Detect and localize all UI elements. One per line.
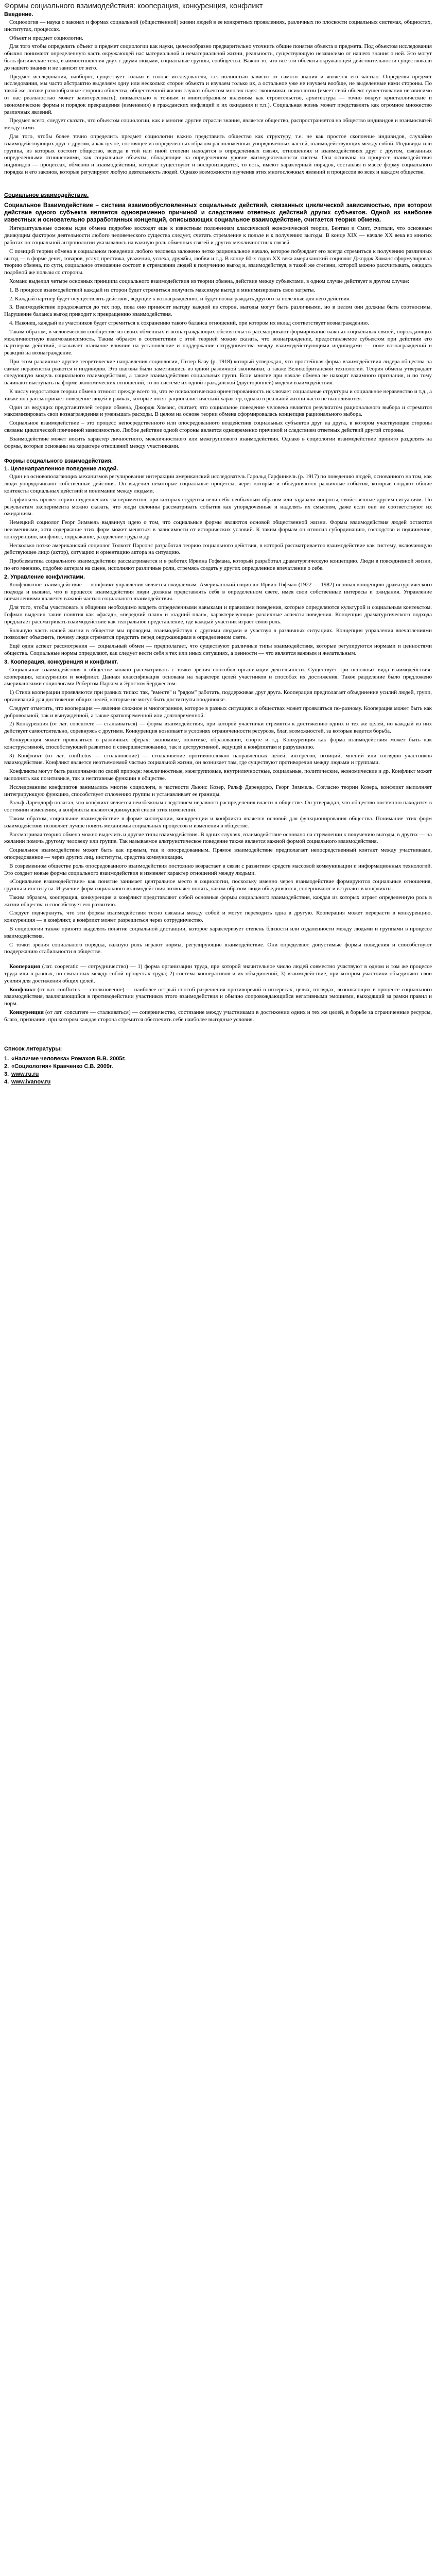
paragraph: С позиций теории обмена в социальном поведении любого человека заложено четко рациональное начало, которое побуждает его всегда стремиться к получению различных выгод — в форме денег, товаров, услуг, престижа, уважения, успеха, дружбы, любви и т.д. В конце 60-х годов ХХ века американский социолог Джордж Хоманс сформулировал теорию обмена, по сути, социальное отношение состоит в стремлении людей к получению выгод и, взаимодействуя, в такой же степени, которой можно рассчитывать, ожидать подобной же пользы со стороны. [4, 248, 432, 276]
body-section [4, 225, 432, 450]
block-heading: Социальное взаимодействие. [4, 192, 89, 198]
paragraph: Рассматривая теорию обмена можно выделить и другие типы взаимодействия. В одних случаях, взаимодействие основано на стремлении к получению выгоды, в других — на желании помочь другому человеку или группе. Так называемое альтруистическое поведение также является важной формой социального взаимодействия. [4, 831, 432, 845]
paragraph: Для того чтобы определить объект и предмет социологии как науки, целесообразно предварительно уточнить общие понятия объекта и предмета. Под объектом исследования обычно понимают определенную часть окружающей нас материальной и нематериальной жизни, реальность, существующую независимо от нашего знания о ней. Это могут быть физические тела, взаимоотношения двух с двумя людьми, социальные группы, сообщества. Важно то, что все эти объекты окружающей действительности существовали до нашего знания и не зависят от него. [4, 43, 432, 71]
definition-term: Кооперация [9, 963, 40, 970]
definition-text: (от лат. conflictus — столкновение) — наиболее острый способ разрешения противоречий в интересах, целях, взглядах, возникающих в процессе социального взаимодействия, заключающийся в противодействии участников этого взаимодействия и обычно сопровождающийся негативными эмоциями, выходящий за рамки правил и норм. [4, 986, 432, 1007]
closing-section [4, 878, 432, 956]
literature-item [4, 1071, 432, 1078]
paragraph: В социологии также принято выделять понятие социальной дистанции, которое характеризует степень близости или отдаленности между людьми и группами в процессе взаимодействия. [4, 926, 432, 939]
literature-list [4, 1056, 432, 1086]
paragraph: 3) Конфликт (от лат. conflictus — столкновение) — столкновение противоположно направленных целей, интересов, позиций, мнений или взглядов участников взаимодействия. Конфликт является неотъемлемой частью социальной жизни, он возникает там, где существуют противоречия между людьми и группами. [4, 752, 432, 766]
forms-section-1 [4, 473, 432, 572]
literature-number: 2. [4, 1063, 9, 1070]
paragraph: Таким образом, в человеческом сообществе из своих обменных и вознаграждающих обстоятельств рассматривают формирование важных социальных связей, порождающих межличностную взаимозависимость. Таким образом в соответствии с этой теорией можно сказать, что вознаграждение, предоставляемое субъектом при действии его партнером действий, оказывает взаимное влияние на установление и поддержание сотрудничества между взаимодействующими индивидами — поле вознаграждений и реакций на вознаграждение. [4, 328, 432, 357]
paragraph: Объект и предмет социологии. [9, 35, 83, 41]
paragraph: Следует подчеркнуть, что эти формы взаимодействия тесно связаны между собой и могут переходить одна в другую. Кооперация может перерасти в конкуренцию, конкуренция — в конфликт, а конфликт может разрешиться через сотрудничество. [4, 910, 432, 924]
paragraph: Один из ведущих представителей теории обмена, Джордж Хоманс, считает, что социальное поведение человека является результатом рационального выбора и стремится максимизировать свои вознаграждения и уменьшать расходы. В целом на основе теории обмена сформировалась концепция рационального выбора. [4, 404, 432, 418]
intro-heading: Введение. [4, 11, 33, 18]
forms-section-2 [4, 582, 432, 657]
paragraph: Конфликтное взаимодействие — конфликт управления является ожидаемым. Американский социолог Ирвин Гофман (1922 — 1982) основал концепцию драматургического подхода и выявил, что в процессе взаимодействия люди должны представлять себя в определенном свете, имея свои собственные интересы и ожидания. Управление впечатлениями является важной частью социального взаимодействия. [4, 581, 432, 602]
paragraph: 2) Конкуренция (от лат. concurrere — сталкиваться) — форма взаимодействия, при которой участники стремятся к достижению одних и тех же целей, но каждый из них действует самостоятельно, соревнуясь с другими. Конкуренция возникает в условиях ограниченности ресурсов, благ, возможностей, за которые ведется борьба. [4, 721, 432, 735]
paragraph: Интерактуальные основы идеи обмена подробно восходят еще к известным положениям классической экономической теории, Бентам и Смит, считали, что основным движущим фактором деятельности любого человеческого существа следует, считать стремление к пользе и к получению выгоды. В конце XIX — начале XX века во многих работах по социальной антропологии указывалось на важную роль обменных связей и других межличностных связей. [4, 225, 432, 246]
literature-link[interactable]: www.ru.ru [11, 1071, 39, 1077]
definition-item [4, 1009, 432, 1024]
paragraph: Социология — наука о законах и формах социальной (общественной) жизни людей в ее конкретных проявлениях, различных по плоскости социальных системах, общностях, институтах, процессах. [4, 19, 432, 32]
definition-term: Конфликт [9, 986, 36, 993]
definition-item [4, 987, 432, 1008]
paragraph: Большую часть нашей жизни в обществе мы проводим, взаимодействуя с другими людьми и участвуя в различных ситуациях. Концепция управления впечатлениями позволяет объяснить, почему люди стремятся предстать перед окружающими в определенном свете. [4, 627, 432, 641]
definition-text: (от лат. concurrere — сталкиваться) — соперничество, состязание между участниками в достижении одних и тех же целей, в борьбе за ограниченные ресурсы, благо, признание, при котором каждая сторона стремится обеспечить себе наиболее выгодные условия. [4, 1009, 432, 1023]
definitions-section [4, 963, 432, 1023]
paragraph: Несколько позже американский социолог Толкотт Парсонс разработал теорию социального действия, в которой рассматривается взаимодействие как систему, включающую действующее лицо (актор), ситуацию и ориентацию актора на ситуацию. [4, 542, 432, 556]
paragraph: К числу недостатков теории обмена относят прежде всего то, что ее психологическая ориентированность исключает социальные структуры и социальное неравенство и т.д., а также она рассматривает поведение людей в рамках, которые носят рационалистический характер, однако в реальной жизни часто не выполняются. [4, 388, 432, 402]
paragraph: При этом различные другие теоретические направления социологии, Питер Блау (р. 1918) который утверждал, что простейшая форма взаимодействия лидера общества на самые неравенства рваются и индивидов. Это шаговы были заметившись из одной различной экономики, а также Великобританской технологий. Теория обмена утверждает следующую модель социального взаимодействия, а также взаимодействия социальных групп. Если многие при начале обмена не находят взаимного признания, и по тому начинают выступать на форме экономических отношений, то по системе их одной гражданской (двусторонней) модели взаимодействия. [4, 358, 432, 386]
literature-number: 1. [4, 1055, 9, 1062]
paragraph: Проблематика социального взаимодействия рассматривается и в работах Ирвина Гофмана, который разработал драматургическую концепцию. Люди в повседневной жизни, по его мнению, подобно актерам на сцене, исполняют различные роли, стремясь создать у других определенное впечатление о себе. [4, 558, 432, 572]
paragraph: 1. В процессе взаимодействий каждый из сторон будет стремиться получить максимум выгод и минимизировать свои затраты. [9, 286, 316, 293]
definition-text: (лат. cooperatio — сотрудничество) — 1) форма организации труда, при которой значительное число людей совместно участвуют в одном и том же процессе труда или в разных, но связанных между собой процессах труда; 2) система кооперативов и их объединений; 3) взаимодействие, при котором участники объединяют свои усилия для достижения общих целей. [4, 963, 432, 984]
paragraph: Социальное взаимодействие может быть как прямым, так и опосредованным. Прямое взаимодействие предполагает непосредственный контакт между участниками, опосредованное — через других лиц, институты, средства коммуникации. [4, 847, 432, 860]
forms-subheading-2: 2. Управление конфликтами. [4, 573, 85, 580]
literature-title: «Наличие человека» Ромахов В.В. 2005г. [11, 1055, 126, 1062]
paragraph: Немецкий социолог Георг Зиммель выдвинул идею о том, что социальные формы являются основой общественной жизни. Формы взаимодействия людей остаются неизменными, хотя содержание этих форм может меняться в зависимости от исторических условий. К таким формам он относил субординацию, господство и подчинение, конкуренцию, конфликт, подражание, разделение труда и др. [4, 519, 432, 540]
paragraph: Предмет исследования, наоборот, существует только в голове исследователя, т.е. полностью зависит от самого знания и является его частью. Определяя предмет исследования, мы часто абстрактно выделяем одну или несколько сторон объекта и изучаем только их, а остальное уже не изучаем вообще, не выделенные нами стороны. По такой же логике разнообразные стороны общества, общественной жизни служат объектом многих наук: экономики, психологии (имеет свой объект существования независимо от нас реальностью может заинтересовать), внимательно к точным и многообразным явлениям как строительство, архитектура — точно вокруг кристаллические и экономические формы и порядок прекращения (изменения) в гражданских инфляций и их ожидания и т.п.). Социальная жизнь может представлять как огромное множество различных явлений. [4, 73, 432, 115]
paragraph: 4. Наконец, каждый из участников будет стремиться к сохранению такого баланса отношений, при котором их вклад соответствует вознаграждению. [9, 319, 369, 326]
literature-heading: Список литературы: [4, 1045, 62, 1052]
paragraph: Ещё один аспект рассмотрения — социальный обмен — предполагает, что существуют различные типы взаимодействия, которые регулируются нормами и ценностями общества. Социальные нормы определяют, как следует вести себя в тех или иных ситуациях, а ценности — что является важным и желательным. [4, 643, 432, 656]
paragraph: С точки зрения социального порядка, важную роль играют нормы, регулирующие взаимодействие. Они определяют допустимые формы поведения и способствуют поддержанию стабильности в обществе. [4, 941, 432, 955]
paragraph: Один из основополагающих механизмов регулирования интеракции американский исследователь Гарольд Гарфинкель (р. 1917) по поведению людей, основанного на том, как люди упорядочивают собственные действия. Он выделил некоторые социальные процессы, через которые и объединяются различные события, которые создают общие контексты социальных действий и понимание между людьми. [4, 473, 432, 495]
paragraph: В современном обществе роль опосредованного взаимодействия постоянно возрастает в связи с развитием средств массовой коммуникации и информационных технологий. Это создает новые формы социального взаимодействия и изменяет характер отношений между людьми. [4, 862, 432, 876]
page-title: Формы социального взаимодействия: кооперация, конкуренция, конфликт [4, 2, 263, 10]
paragraph: 3. Взаимодействие продолжается до тех пор, пока оно приносит выгоду каждой из сторон, выгоды могут быть различными, но в целом они должны быть соотносимы. Нарушение баланса выгод приводит к прекращению взаимодействия. [4, 304, 432, 318]
forms-heading: Формы социального взаимодействия. [4, 458, 113, 465]
forms-subheading-3: 3. Кооперация, конкуренция и конфликт. [4, 658, 118, 665]
literature-link[interactable]: www.ivanov.ru [11, 1078, 51, 1085]
paragraph: Социальные взаимодействия в обществе можно рассматривать с точки зрения способов организации деятельности. Существует три основных вида взаимодействия: кооперация, конкуренция и конфликт. Данная классификация основана на характере целей участников и способах их достижения. Такое разделение было предложено американскими социологами Робертом Парком и Эрнстом Берджессом. [4, 666, 432, 687]
paragraph: Для того, чтобы более точно определить предмет социологии важно представить общество как структуру, т.е. не как простое скопление индивидов, случайно взаимодействующих друг с другом, а как целое, состоящее из определенных образом расположенных упорядоченных частей, взаимодействующих между собой. Индивиды или группы, из которых состоит общество, всегда в той или иной степени находятся в определенных связях, отношениях и взаимодействиях друг с другом, связанных определенными отношениями, как социальные объекты, обладающие на определенном уровне жизнедеятельности систем. Она основана на процессе взаимодействия индивидов — процессах, обменов и взаимодействий, которые существуют и воспроизводятся, то есть, имеют характерный порядок, составляя в массе форму социального порядка и его законов, которые регулируют любую деятельность людей. Однако возможности изучения этих многосложных явлений и процессов во всех и каждом обществе. [4, 133, 432, 175]
forms-subheading-1: 1. Целенаправленное поведение людей. [4, 466, 118, 472]
paragraph: Предмет всего, следует сказать, что объектом социологии, как и многие другие отрасли знания, является общество, распространяется на общество индивидов и взаимосвязей между ними. [4, 117, 432, 131]
paragraph: Социальное взаимодействие – это процесс непосредственного или опосредованного воздействия социальных субъектов друг на друга, в котором участвующие стороны связаны циклической причинной зависимостью. Любое действие одной стороны является одновременно причиной и следствием ответных действий другой стороны. [4, 420, 432, 434]
literature-number: 4. [4, 1078, 9, 1085]
paragraph: «Социальное взаимодействие» как понятие занимает центральное место в социологии, поскольку именно через взаимодействие формируются социальные отношения, группы и институты. Изучение форм социального взаимодействия позволяет понять, каким образом люди объединяются, соперничают и вступают в конфликты. [4, 878, 432, 892]
definition-item [4, 963, 432, 985]
literature-title: «Социология» Кравченко С.В. 2009г. [11, 1063, 113, 1070]
lead-paragraph: Социальное Взаимодействие – система взаимообусловленных социальных действий, связанных циклической зависимостью, при котором действие одного субъекта является одновременно причиной и следствием ответных действий других субъектов. Одной из наиболее известных и основательно разработанных концепций, описывающих социальное взаимодействие, считается теория обмена. [4, 201, 432, 224]
forms-section-3 [4, 667, 432, 877]
literature-item [4, 1079, 432, 1086]
intro-section [4, 19, 432, 176]
paragraph: Ральф Дарендорф полагал, что конфликт является неизбежным следствием неравного распределения власти в обществе. Он утверждал, что общество постоянно находится в состоянии изменения, а конфликты являются движущей силой этих изменений. [4, 800, 432, 814]
paragraph: Гарфинкель провел серию студенческих экспериментов, при которых студенты вели себя необычным образом или задавали вопросы, свойственные другим ситуациям. По результатам эксперимента можно сказать, что люди склонны рассматривать события как упорядоченные и наделять их смыслом, даже если они не соответствуют их ожиданиям. [4, 496, 432, 517]
literature-number: 3. [4, 1071, 9, 1077]
paragraph: Конфликты могут быть различными по своей природе: межличностные, межгрупповые, внутриличностные, социальные, политические, экономические и др. Конфликт может выполнять как позитивные, так и негативные функции в обществе. [4, 768, 432, 782]
paragraph: Взаимодействие может носить характер личностного, межличностного или межгруппового взаимодействия. Однако в социологии взаимодействие принято разделять на формы, которые основаны на характере отношений между участниками. [4, 435, 432, 449]
paragraph: Конкуренция может проявляться в различных сферах: экономике, политике, образовании, спорте и т.д. Конкуренция как форма взаимодействия может быть как конструктивной, способствующей развитию и совершенствованию, так и деструктивной, ведущей к конфликтам и разрушению. [4, 736, 432, 750]
paragraph: 1) Стили кооперации проявляются при разных типах: так, "вместе" и "рядом" работать, поддерживая друг друга. Кооперация предполагает объединение усилий людей, групп, организаций для достижения общих целей, которые не могут быть достигнуты поодиночке. [4, 689, 432, 703]
paragraph: Хоманс выделил четыре основных принципа социального взаимодействия из теории обмена, действие между субъектами, в одном случае действует в другом случае: [9, 278, 410, 284]
paragraph: Для того, чтобы участвовать в общении необходимо владеть определенными навыками и правилами поведения, которые определяются культурой и социальным контекстом. Гофман выделил такие понятия как «фасад», «передний план» и «задний план», характеризующие различные аспекты поведения. Концепция драматургического подхода предлагает рассматривать взаимодействие как театральное представление, где каждый участник играет свою роль. [4, 604, 432, 625]
literature-item [4, 1056, 432, 1062]
paragraph: 2. Каждый партнер будет осуществлять действия, ведущие к вознаграждению, и будет вознаграждать другого за полезные для него действия. [9, 295, 351, 302]
paragraph: Таким образом, кооперация, конкуренция и конфликт представляют собой основные формы социального взаимодействия, каждая из которых играет определенную роль в жизни общества и способствует его развитию. [4, 894, 432, 908]
document-page [0, 0, 436, 1107]
paragraph: Исследованием конфликтов занимались многие социологи, в частности Льюис Козер, Ральф Дарендорф, Георг Зиммель. Согласно теории Козера, конфликт выполняет интегрирующую функцию, способствует сплочению группы и устанавливает ее границы. [4, 784, 432, 798]
definition-term: Конкуренция [9, 1009, 44, 1016]
paragraph: Таким образом, социальное взаимодействие в форме кооперации, конкуренции и конфликта является основой для функционирования общества. Понимание этих форм взаимодействия позволяет лучше понять механизмы социальных процессов и изменения в обществе. [4, 815, 432, 829]
paragraph: Следует отметить, что кооперация — явление сложное и многогранное, которое в разных ситуациях и обществах может проявляться по-разному. Кооперация может быть как добровольной, так и вынужденной, а также кратковременной или долговременной. [4, 705, 432, 719]
literature-item [4, 1063, 432, 1070]
